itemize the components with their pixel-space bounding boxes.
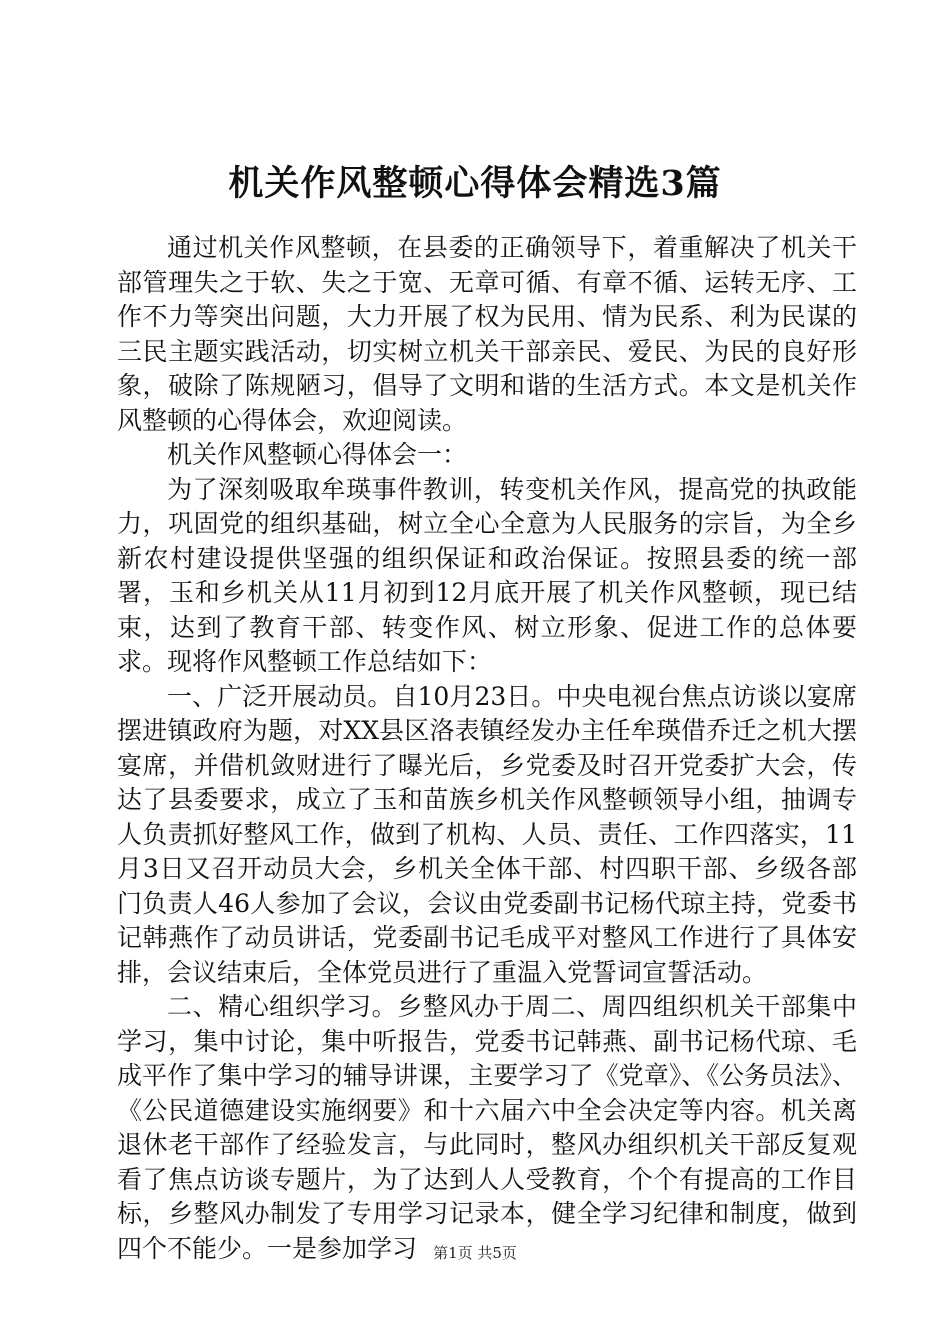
paragraph-mobilization: 一、广泛开展动员。自10月23日。中央电视台焦点访谈以宴席摆进镇政府为题，对XX县区洛表镇经发办主任牟瑛借乔迁之机大摆宴席，并借机敛财进行了曝光后，乡党委及时召开党委扩大会，传达了县委要求，成立了玉和苗族乡机关作风整顿领导小组，抽调专人负责抓好整风工作，做到了机构、人员、责任、工作四落实，11月3日又召开动员大会，乡机关全体干部、村四职干部、乡级各部门负责人46人参加了会议，会议由党委副书记杨代琼主持，党委书记韩燕作了动员讲话，党委副书记毛成平对整风工作进行了具体安排，会议结束后，全体党员进行了重温入党誓词宣誓活动。 (117, 681, 857, 987)
page-number-footer: 第1页 共5页 (433, 1244, 517, 1262)
paragraph-background: 为了深刻吸取牟瑛事件教训，转变机关作风，提高党的执政能力，巩固党的组织基础，树立全心全意为人民服务的宗旨，为全乡新农村建设提供坚强的组织保证和政治保证。按照县委的统一部署，玉和乡机关从11月初到12月底开展了机关作风整顿，现已结束，达到了教育干部、转变作风、树立形象、促进工作的总体要求。现将作风整顿工作总结如下： (117, 474, 857, 676)
paragraph-study: 二、精心组织学习。乡整风办于周二、周四组织机关干部集中学习，集中讨论，集中听报告，党委书记韩燕、副书记杨代琼、毛成平作了集中学习的辅导讲课，主要学习了《党章》、《公务员法》、《公民道德建设实施纲要》和十六届六中全会决定等内容。机关离退休老干部作了经验发言，与此同时，整风办组织机关干部反复观看了焦点访谈专题片，为了达到人人受教育，个个有提高的工作目标，乡整风办制发了专用学习记录本，健全学习纪律和制度，做到四个不能少。一是参加学习 (117, 992, 857, 1263)
paragraph-section-heading: 机关作风整顿心得体会一： (167, 440, 468, 469)
paragraph-intro: 通过机关作风整顿，在县委的正确领导下，着重解决了机关干部管理失之于软、失之于宽、无章可循、有章不循、运转无序、工作不力等突出问题，大力开展了权为民用、情为民系、利为民谋的三民主题实践活动，切实树立机关干部亲民、爱民、为民的良好形象，破除了陈规陋习，倡导了文明和谐的生活方式。本文是机关作风整顿的心得体会，欢迎阅读。 (117, 233, 857, 435)
document-body (117, 231, 857, 1266)
document-title: 机关作风整顿心得体会精选3篇 (228, 163, 722, 204)
